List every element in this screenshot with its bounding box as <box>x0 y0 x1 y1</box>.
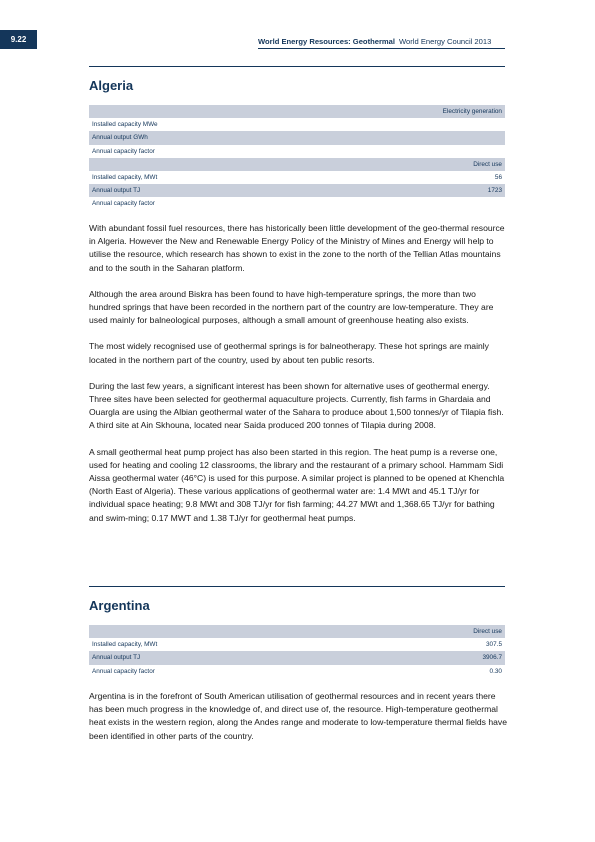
table-row <box>89 131 505 144</box>
header-rule <box>258 48 505 49</box>
row-label: Annual capacity factor <box>92 200 155 208</box>
row-label: Installed capacity, MWt <box>92 641 158 649</box>
table-row <box>89 651 505 664</box>
header-publisher: World Energy Council 2013 <box>399 37 492 46</box>
page-number-badge <box>0 30 37 49</box>
row-value: 3906.7 <box>369 651 505 664</box>
row-label: Annual capacity factor <box>92 667 155 675</box>
table-row <box>89 171 505 184</box>
row-label <box>89 158 307 171</box>
row-label: Installed capacity, MWt <box>92 174 158 182</box>
row-label: Annual output TJ <box>89 184 307 197</box>
row-value: 0.30 <box>489 667 502 675</box>
argentina-body <box>89 690 507 756</box>
section-rule-algeria <box>89 66 505 67</box>
section-title-algeria: Algeria <box>89 78 134 93</box>
algeria-body <box>89 222 507 538</box>
paragraph: A small geothermal heat pump project has also been started in this region. The heat pump is a reverse one, used for heating and cooling 12 classrooms, the library and the restaurant of a primary school. Hammam Sidi Aissa geothermal water (46°C) is used for this purpose. A similar project is planned to be opened at Khenchla (North East of Algeria). These various applications of geothermal water are: 1.4 MWt and 45.1 TJ/yr for individual space heating; 9.8 MWt and 308 TJ/yr for fish farming; 44.27 MWt and 1,368.65 TJ/yr for bathing and swim-ming; 0.17 MWT and 1.38 TJ/yr for geothermal heat pumps. <box>89 446 505 523</box>
row-label: Annual capacity factor <box>92 147 155 155</box>
row-label: Annual output TJ <box>89 651 369 664</box>
table-row <box>89 145 505 158</box>
table-row <box>89 665 505 678</box>
row-value <box>307 197 505 210</box>
table-row <box>89 197 505 210</box>
page-number: 9.22 <box>10 35 27 44</box>
table-row <box>89 105 505 118</box>
algeria-table <box>89 105 505 211</box>
row-label: Annual output GWh <box>89 131 307 144</box>
row-value <box>307 118 505 131</box>
table-row <box>89 118 505 131</box>
section-title-argentina: Argentina <box>89 598 150 613</box>
header-section: World Energy Resources: Geothermal <box>258 37 396 46</box>
paragraph: Although the area around Biskra has been found to have high-temperature springs, the more than two hundred springs that have been recorded in the northern part of the country are low-temperature. They are used mainly for balneological purposes, although a small amount of greenhouse heating also exists. <box>89 288 494 326</box>
row-value: Direct use <box>369 625 505 638</box>
row-value: 307.5 <box>486 641 502 649</box>
row-label: Installed capacity MWe <box>92 121 158 129</box>
table-row <box>89 158 505 171</box>
paragraph: With abundant fossil fuel resources, there has historically been little development of the geo-thermal resource in Algeria. However the New and Renewable Energy Policy of the Ministry of Mines and Energy will help to utilise the resource, which research has shown to exist in the zone to the north of the Tellian Atlas mountains and to the south in the Saharan platform. <box>89 223 505 273</box>
table-row <box>89 625 505 638</box>
row-value: Direct use <box>307 158 505 171</box>
row-value <box>307 145 505 158</box>
paragraph: During the last few years, a significant interest has been shown for alternative uses of geothermal energy. Three sites have been selected for geothermal aquaculture projects. Currently, fish farms in Ghardaia and Ouargla are using the Albian geothermal water of the Sahara to produce about 1,500 tonnes/yr of Tilapia fish. A third site at Ain Skhouna, located near Saida produced 200 tonnes of Tilapia during 2008. <box>89 380 504 431</box>
table-row <box>89 184 505 197</box>
argentina-table <box>89 625 505 678</box>
row-value: 56 <box>494 174 502 182</box>
row-label <box>89 105 307 118</box>
row-value: Electricity generation <box>307 105 505 118</box>
paragraph: Argentina is in the forefront of South American utilisation of geothermal resources and in recent years there has been much progress in the knowledge of, and direct use of, the resource. High-temperature geothermal heat exists in the western region, along the Andes range and moderate to low-temperature thermal fields have been identified in other parts of the country. <box>89 691 507 741</box>
paragraph: The most widely recognised use of geothermal springs is for balneotherapy. These hot springs are mainly located in the northern part of the country, used by about ten public resorts. <box>89 341 489 365</box>
running-header <box>258 37 505 46</box>
row-value <box>307 131 505 144</box>
row-label <box>89 625 369 638</box>
row-value: 1723 <box>307 184 505 197</box>
section-rule-argentina <box>89 586 505 587</box>
table-row <box>89 638 505 651</box>
